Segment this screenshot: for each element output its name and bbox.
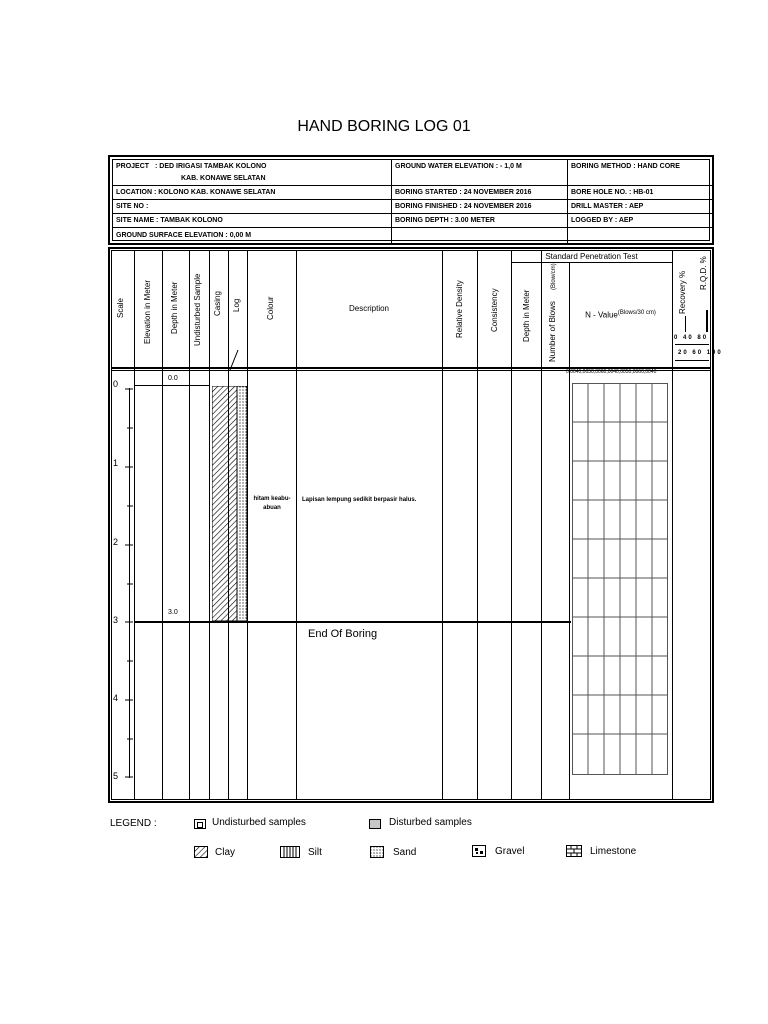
logged-by: LOGGED BY : AEP [571,217,634,224]
col-scale: Scale [116,297,125,318]
legend-undisturbed: Undisturbed samples [212,817,306,828]
undisturbed-sample-icon [194,819,206,829]
depth-bottom: 3.0 [168,609,178,616]
legend-disturbed: Disturbed samples [389,817,472,828]
col-relative-density: Relative Density [455,280,464,338]
legend-limestone: Limestone [590,846,637,857]
scale-label-5: 5 [113,771,119,781]
legend-clay: Clay [215,847,236,858]
scale-label-0: 0 [113,379,119,389]
location: LOCATION : KOLONO KAB. KONAWE SELATAN [116,189,276,196]
layer-description: Lapisan lempung sedikit berpasir halus. [302,497,417,503]
col-rqd: R.Q.D. % [699,256,708,290]
ground-water-elevation: GROUND WATER ELEVATION : - 1,0 M [395,163,522,170]
project-value: : DED IRIGASI TAMBAK KOLONO [155,163,267,170]
col-nvalue: N - Value$^{(Blows/30 cm)}$ [585,310,656,320]
disturbed-sample-icon [369,819,381,829]
limestone-icon [566,845,582,857]
rqd-ticks: 20 60 100 [678,350,723,356]
col-blows: Number of Blows [548,301,557,362]
col-log: Log [232,298,241,312]
project-value-2: KAB. KONAWE SELATAN [181,175,266,182]
legend-silt: Silt [308,847,322,858]
clay-icon [194,846,208,858]
drill-master: DRILL MASTER : AEP [571,203,644,210]
spt-ticks: 0,0040,0050,0060,0040,0050,0060,0040 [566,369,657,375]
legend-sand: Sand [393,847,417,858]
recovery-ticks: 0 40 80 [674,335,709,341]
gravel-icon [472,845,486,857]
scale-label-4: 4 [113,693,119,703]
silt-icon [280,846,300,858]
col-elevation: Elevation in Meter [143,279,152,344]
boring-finished: BORING FINISHED : 24 NOVEMBER 2016 [395,203,532,210]
site-no: SITE NO : [116,203,149,210]
col-colour: Colour [266,296,275,320]
clay-sand-log-pattern [212,386,248,621]
col-consistency: Consistency [490,288,499,332]
col-recovery: Recovery % [678,270,687,314]
ground-surface-elevation: GROUND SURFACE ELEVATION : 0,00 M [116,232,252,239]
scale-label-1: 1 [113,458,119,468]
project-label: PROJECT [116,163,150,170]
depth-top: 0.0 [168,375,178,382]
col-depth-2: Depth in Meter [522,289,531,342]
col-blows-unit: (Blow/cm) [551,263,557,290]
site-name: SITE NAME : TAMBAK KOLONO [116,217,223,224]
scale-ticks [125,385,133,780]
header-table [108,155,714,245]
scale-label-3: 3 [113,615,119,625]
col-description: Description [348,304,389,313]
boring-depth: BORING DEPTH : 3.00 METER [395,217,495,224]
legend-label: LEGEND : [110,818,157,829]
layer-colour: hitam keabu- abuan [253,496,291,511]
col-depth: Depth in Meter [170,281,179,334]
spt-grid [572,383,668,775]
bore-hole-no: BORE HOLE NO. : HB-01 [571,189,654,196]
col-spt: Standard Penetration Test [545,252,638,261]
page-title: HAND BORING LOG 01 [297,118,471,135]
end-of-boring: End Of Boring [308,628,378,640]
boring-method: BORING METHOD : HAND CORE [571,163,680,170]
legend-gravel: Gravel [495,846,525,857]
col-undisturbed: Undisturbed Sample [193,273,202,346]
col-casing: Casing [213,291,222,316]
scale-label-2: 2 [113,537,119,547]
sand-icon [370,846,384,858]
boring-started: BORING STARTED : 24 NOVEMBER 2016 [395,189,532,196]
